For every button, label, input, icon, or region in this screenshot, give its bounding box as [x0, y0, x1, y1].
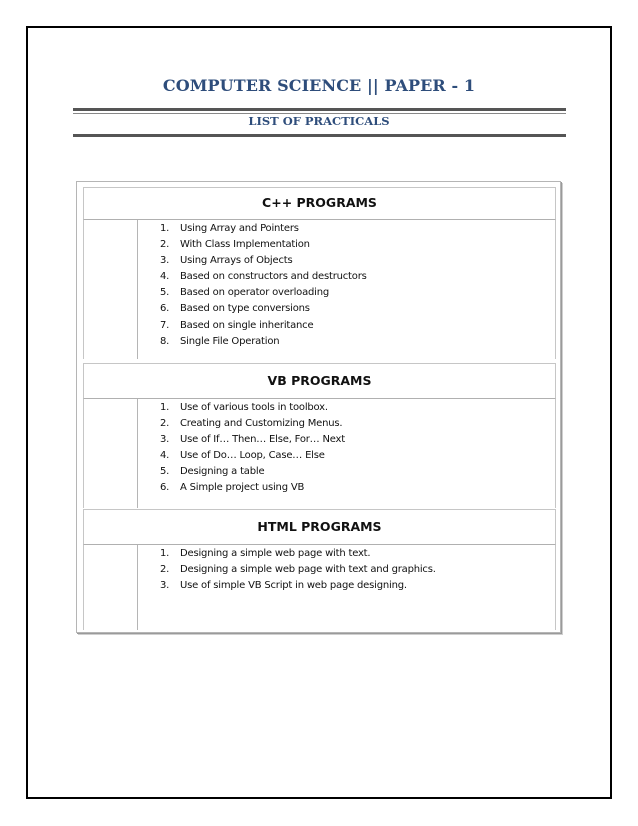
- list-item: 6. A Simple project using VB: [160, 482, 305, 494]
- list-item: 2. Designing a simple web page with text and graphics.: [160, 564, 436, 576]
- list-cpp: [160, 221, 367, 350]
- section-body-cpp: [83, 220, 556, 359]
- section-heading-cpp: C++ PROGRAMS: [83, 187, 556, 220]
- list-item: 2. With Class Implementation: [160, 239, 310, 251]
- list-item: 7. Based on single inheritance: [160, 319, 314, 331]
- title-divider-bottom: [73, 134, 566, 137]
- page-subtitle: LIST OF PRACTICALS: [248, 114, 390, 128]
- section-heading-html: HTML PROGRAMS: [83, 509, 556, 545]
- table-left-cell: [84, 399, 138, 508]
- list-item: 3. Use of simple VB Script in web page designing.: [160, 580, 407, 592]
- list-vb: [160, 400, 345, 497]
- section-heading-vb: VB PROGRAMS: [83, 363, 556, 399]
- list-item: 6. Based on type conversions: [160, 303, 310, 315]
- list-html: [160, 546, 436, 594]
- list-item: 3. Use of If… Then… Else, For… Next: [160, 434, 345, 446]
- list-item: 1. Designing a simple web page with text.: [160, 548, 371, 559]
- title-divider-top: [73, 108, 566, 111]
- list-item: 1. Use of various tools in toolbox.: [160, 402, 328, 413]
- section-body-html: [83, 545, 556, 630]
- list-item: 2. Creating and Customizing Menus.: [160, 418, 343, 430]
- list-item: 4. Use of Do… Loop, Case… Else: [160, 450, 325, 462]
- document-page: [26, 26, 612, 799]
- list-item: 4. Based on constructors and destructors: [160, 271, 367, 283]
- list-item: 5. Based on operator overloading: [160, 287, 330, 299]
- list-item: 8. Single File Operation: [160, 335, 280, 347]
- table-left-cell: [84, 545, 138, 630]
- section-body-vb: [83, 399, 556, 508]
- page-title: COMPUTER SCIENCE || PAPER - 1: [162, 76, 476, 95]
- list-item: 1. Using Array and Pointers: [160, 223, 299, 234]
- practicals-table: [76, 181, 561, 633]
- list-item: 5. Designing a table: [160, 466, 265, 478]
- table-left-cell: [84, 220, 138, 359]
- list-item: 3. Using Arrays of Objects: [160, 255, 293, 267]
